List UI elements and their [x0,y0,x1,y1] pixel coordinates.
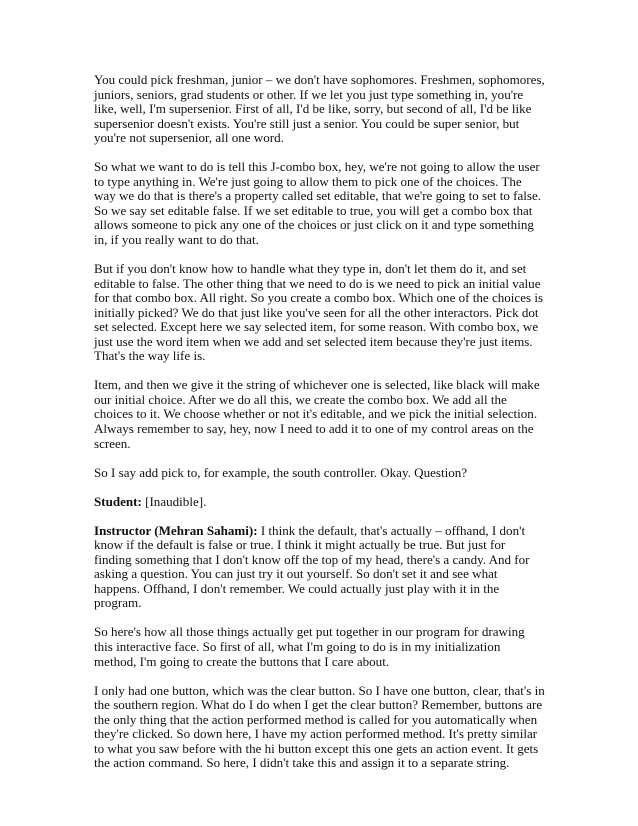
paragraph-8 [94,625,546,669]
paragraph-text: So what we want to do is tell this J-combo box, hey, we're not going to allow the user to type anything in. We're just going to allow them to pick one of the choices. The way we do that is there's a property called set editable, that we're going to set to false. So we say set editable false. If we set editable to true, you will get a combo box that allows someone to pick any one of the choices or just click on it and type something in, if you really want to do that. [94,159,542,247]
speaker-label: Instructor (Mehran Sahami): [94,522,258,538]
paragraph-text: But if you don't know how to handle what they type in, don't let them do it, and set editable to false. The other thing that we need to do is we need to pick an initial value for that combo box. All right. So you create a combo box. Which one of the choices is initially picked? We do that just like you've seen for all the other interactors. Pick dot set selected. Except here we say selected item, for some reason. With combo box, we just use the word item when we add and set selected item because they're just items. That's the way life is. [94,261,544,364]
paragraph-text: So I say add pick to, for example, the south controller. Okay. Question? [94,464,468,480]
paragraph-3 [94,262,546,364]
paragraph-1 [94,73,546,146]
paragraph-text: I think the default, that's actually – offhand, I don't know if the default is false or true. I think it might actually be true. But just for finding something that I don't know off the top of my head, there's a candy. And for asking a question. You can just try it out yourself. So don't set it and see what happens. Offhand, I don't remember. We could actually just play with it in the program. [94,522,530,611]
paragraph-2 [94,160,546,247]
paragraph-text: Item, and then we give it the string of whichever one is selected, like black will make our initial choice. After we do all this, we create the combo box. We add all the choices to it. We choose whether or not it's editable, and we pick the initial selection. Always remember to say, hey, now I need to add it to one of my control areas on the screen. [94,377,540,451]
speaker-label: Student: [94,493,142,509]
paragraph-text: You could pick freshman, junior – we don't have sophomores. Freshmen, sophomores, juniors, seniors, grad students or other. If we let you just type something in, you're like, well, I'm supersenior. First of all, I'd be like, sorry, but second of all, I'd be like supersenior doesn't exists. You're still just a senior. You could be super senior, but you're not supersenior, all one word. [94,72,545,146]
paragraph-instructor [94,524,546,611]
paragraph-4 [94,378,546,451]
paragraph-student [94,495,546,510]
paragraph-text: So here's how all those things actually get put together in our program for drawing this interactive face. So first of all, what I'm going to do is in my initialization method, I'm going to create the buttons that I care about. [94,624,525,669]
paragraph-text: I only had one button, which was the clear button. So I have one button, clear, that's in the southern region. What do I do when I get the clear button? Remember, buttons are the only thing that the action performed method is called for you automatically when they're clicked. So down here, I have my action performed method. It's pretty similar to what you saw before with the hi button except this one gets an action event. It gets the action command. So here, I didn't take this and assign it to a separate string. [94,682,545,771]
paragraph-9 [94,684,546,771]
transcript-body [94,73,546,785]
paragraph-5 [94,466,546,481]
paragraph-text: [Inaudible]. [141,493,207,509]
